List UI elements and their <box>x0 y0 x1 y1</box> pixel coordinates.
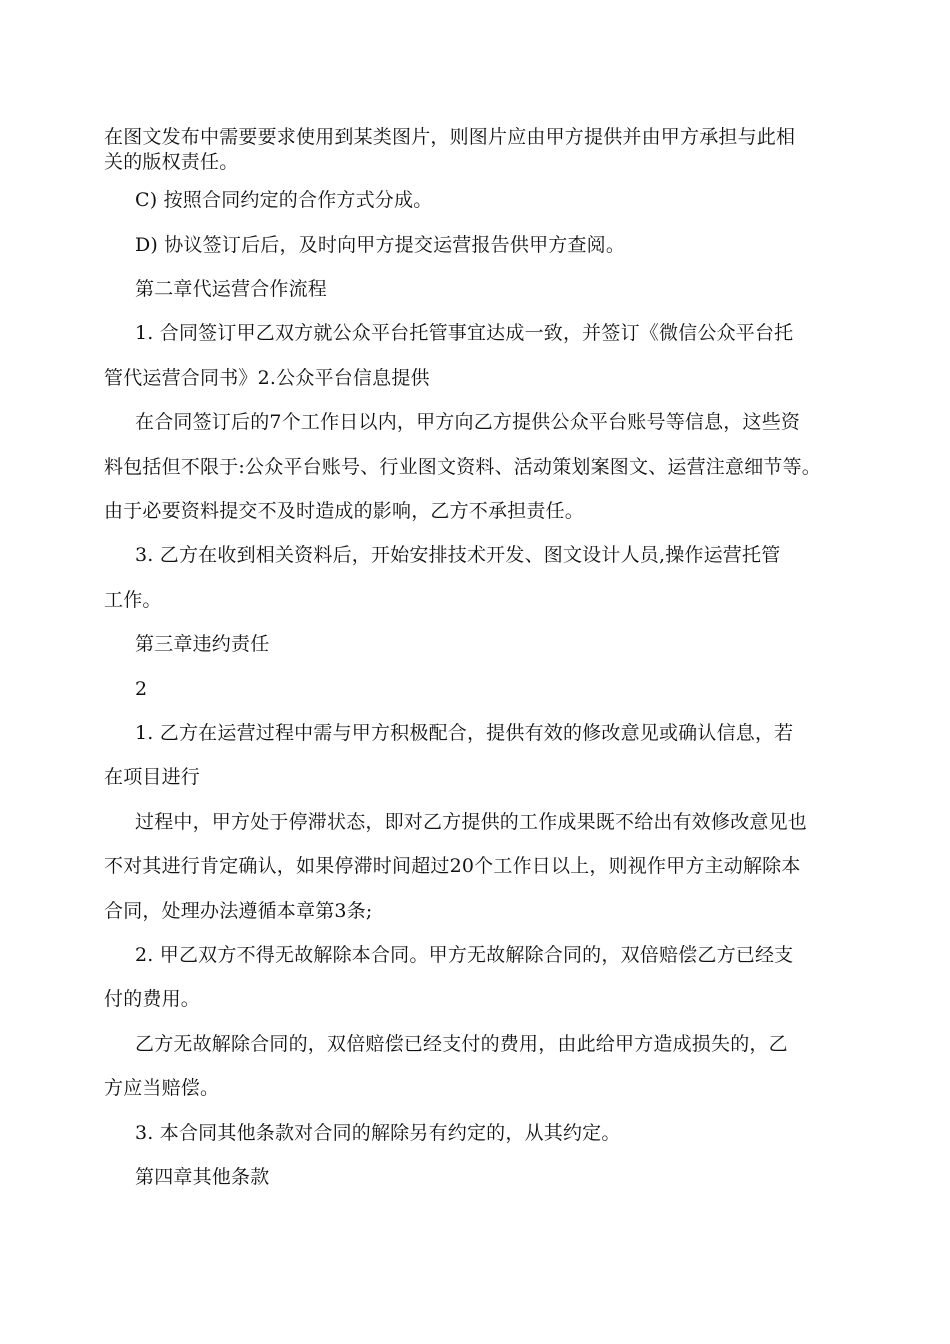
list-item: 2. 甲乙双方不得无故解除本合同。甲方无故解除合同的，双倍赔偿乙方已经支 <box>135 944 794 966</box>
paragraph-line: 合同，处理办法遵循本章第3条; <box>104 900 373 922</box>
list-item: 1. 合同签订甲乙双方就公众平台托管事宜达成一致，并签订《微信公众平台托 <box>135 322 794 344</box>
paragraph-line: 在图文发布中需要要求使用到某类图片，则图片应由甲方提供并由甲方承担与此相 <box>104 126 796 148</box>
page-number: 2 <box>135 678 148 700</box>
paragraph-line: 过程中，甲方处于停滞状态，即对乙方提供的工作成果既不给出有效修改意见也 <box>135 811 808 833</box>
paragraph-line: 不对其进行肯定确认，如果停滞时间超过20个工作日以上，则视作甲方主动解除本 <box>104 855 801 877</box>
paragraph-line: 在合同签订后的7个工作日以内，甲方向乙方提供公众平台账号等信息，这些资 <box>135 411 801 433</box>
list-item-d: D) 协议签订后后，及时向甲方提交运营报告供甲方查阅。 <box>135 234 626 256</box>
chapter-heading: 第二章代运营合作流程 <box>135 278 328 300</box>
paragraph-line: 料包括但不限于:公众平台账号、行业图文资料、活动策划案图文、运营注意细节等。 <box>104 456 822 478</box>
paragraph-line: 工作。 <box>104 589 162 611</box>
list-item: 3. 乙方在收到相关资料后，开始安排技术开发、图文设计人员,操作运营托管 <box>135 544 781 566</box>
paragraph-line: 付的费用。 <box>104 988 201 1010</box>
paragraph-line: 由于必要资料提交不及时造成的影响，乙方不承担责任。 <box>104 500 585 522</box>
paragraph-line: 方应当赔偿。 <box>104 1077 220 1099</box>
list-item: 3. 本合同其他条款对合同的解除另有约定的，从其约定。 <box>135 1122 621 1144</box>
paragraph-line: 管代运营合同书》2.公众平台信息提供 <box>104 367 430 389</box>
chapter-heading: 第三章违约责任 <box>135 633 270 655</box>
chapter-heading: 第四章其他条款 <box>135 1166 270 1188</box>
paragraph-line: 乙方无故解除合同的，双倍赔偿已经支付的费用，由此给甲方造成损失的，乙 <box>135 1033 788 1055</box>
paragraph-line: 在项目进行 <box>104 766 201 788</box>
paragraph-line: 关的版权责任。 <box>104 151 239 173</box>
list-item-c: C) 按照合同约定的合作方式分成。 <box>135 189 433 211</box>
list-item: 1. 乙方在运营过程中需与甲方积极配合，提供有效的修改意见或确认信息，若 <box>135 722 794 744</box>
